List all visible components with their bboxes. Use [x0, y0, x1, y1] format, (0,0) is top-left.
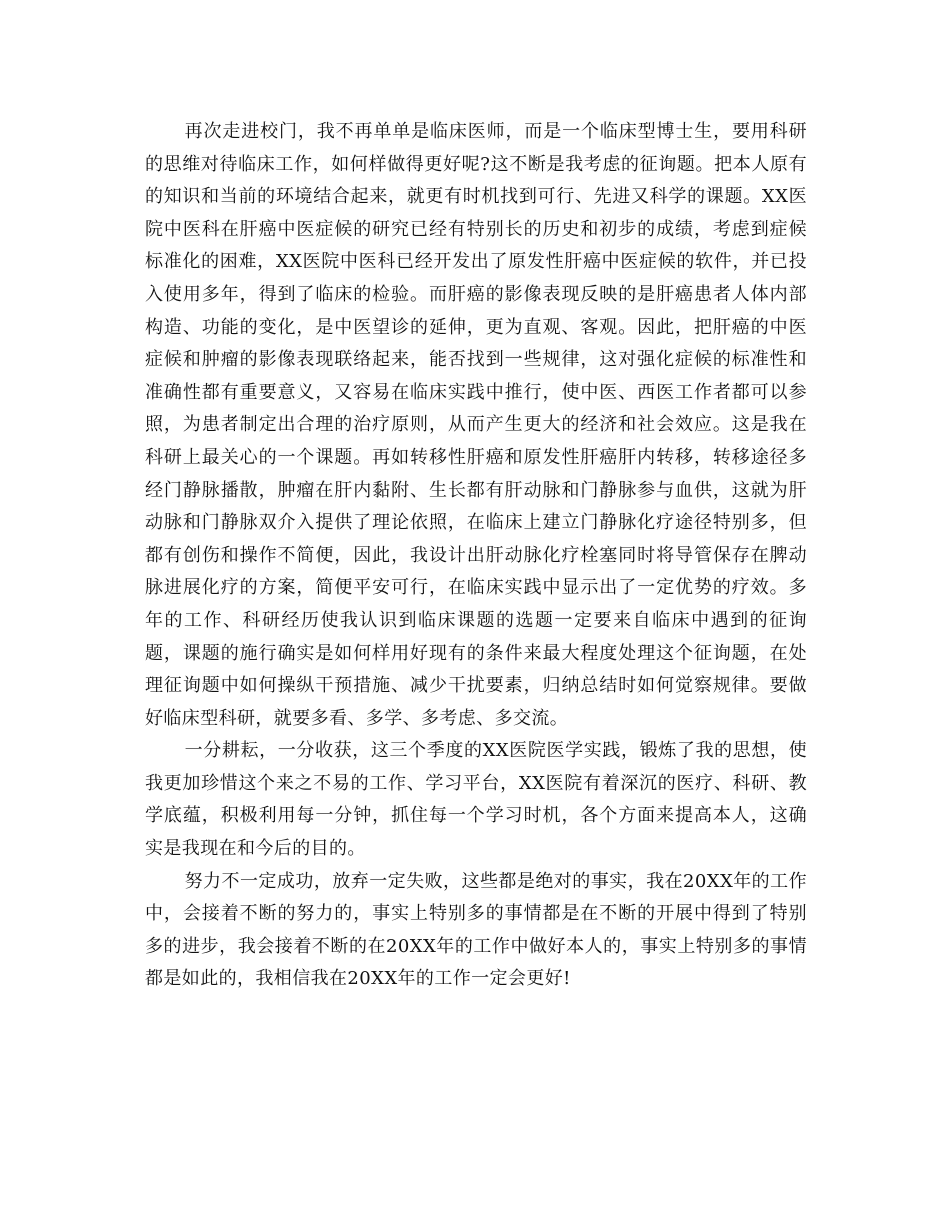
document-body: [145, 116, 807, 996]
paragraph-research-reflection: 再次走进校门，我不再单单是临床医师，而是一个临床型博士生，要用科研的思维对待临床工作，如何样做得更好呢?这不断是我考虑的征询题。把本人原有的知识和当前的环境结合起来，就更有时机找到可行、先进又科学的课题。XX医院中医科在肝癌中医症候的研究已经有特别长的历史和初步的成绩，考虑到症候标准化的困难，XX医院中医科已经开发出了原发性肝癌中医症候的软件，并已投入使用多年，得到了临床的检验。而肝癌的影像表现反映的是肝癌患者人体内部构造、功能的变化，是中医望诊的延伸，更为直观、客观。因此，把肝癌的中医症候和肿瘤的影像表现联络起来，能否找到一些规律，这对强化症候的标准性和准确性都有重要意义，又容易在临床实践中推行，使中医、西医工作者都可以参照，为患者制定出合理的治疗原则，从而产生更大的经济和社会效应。这是我在科研上最关心的一个课题。再如转移性肝癌和原发性肝癌肝内转移，转移途径多经门静脉播散，肿瘤在肝内黏附、生长都有肝动脉和门静脉参与血供，这就为肝动脉和门静脉双介入提供了理论依照，在临床上建立门静脉化疗途径特别多，但都有创伤和操作不简便，因此，我设计出肝动脉化疗栓塞同时将导管保存在脾动脉进展化疗的方案，简便平安可行，在临床实践中显示出了一定优势的疗效。多年的工作、科研经历使我认识到临床课题的选题一定要来自临床中遇到的征询题，课题的施行确实是如何样用好现有的条件来最大程度处理这个征询题，在处理征询题中如何操纵干预措施、减少干扰要素，归纳总结时如何觉察规律。要做好临床型科研，就要多看、多学、多考虑、多交流。: [145, 121, 807, 729]
paragraph-practice-summary: 一分耕耘，一分收获，这三个季度的XX医院医学实践，锻炼了我的思想，使我更加珍惜这个来之不易的工作、学习平台，XX医院有着深沉的医疗、科研、教学底蕴，积极利用每一分钟，抓住每一个学习时机，各个方面来提高本人，这确实是我现在和今后的目的。: [145, 740, 807, 860]
paragraph-future-goals: 努力不一定成功，放弃一定失败，这些都是绝对的事实，我在20XX年的工作中，会接着不断的努力的，事实上特别多的事情都是在不断的开展中得到了特别多的进步，我会接着不断的在20XX年的工作中做好本人的，事实上特别多的事情都是如此的，我相信我在20XX年的工作一定会更好!: [145, 870, 807, 990]
